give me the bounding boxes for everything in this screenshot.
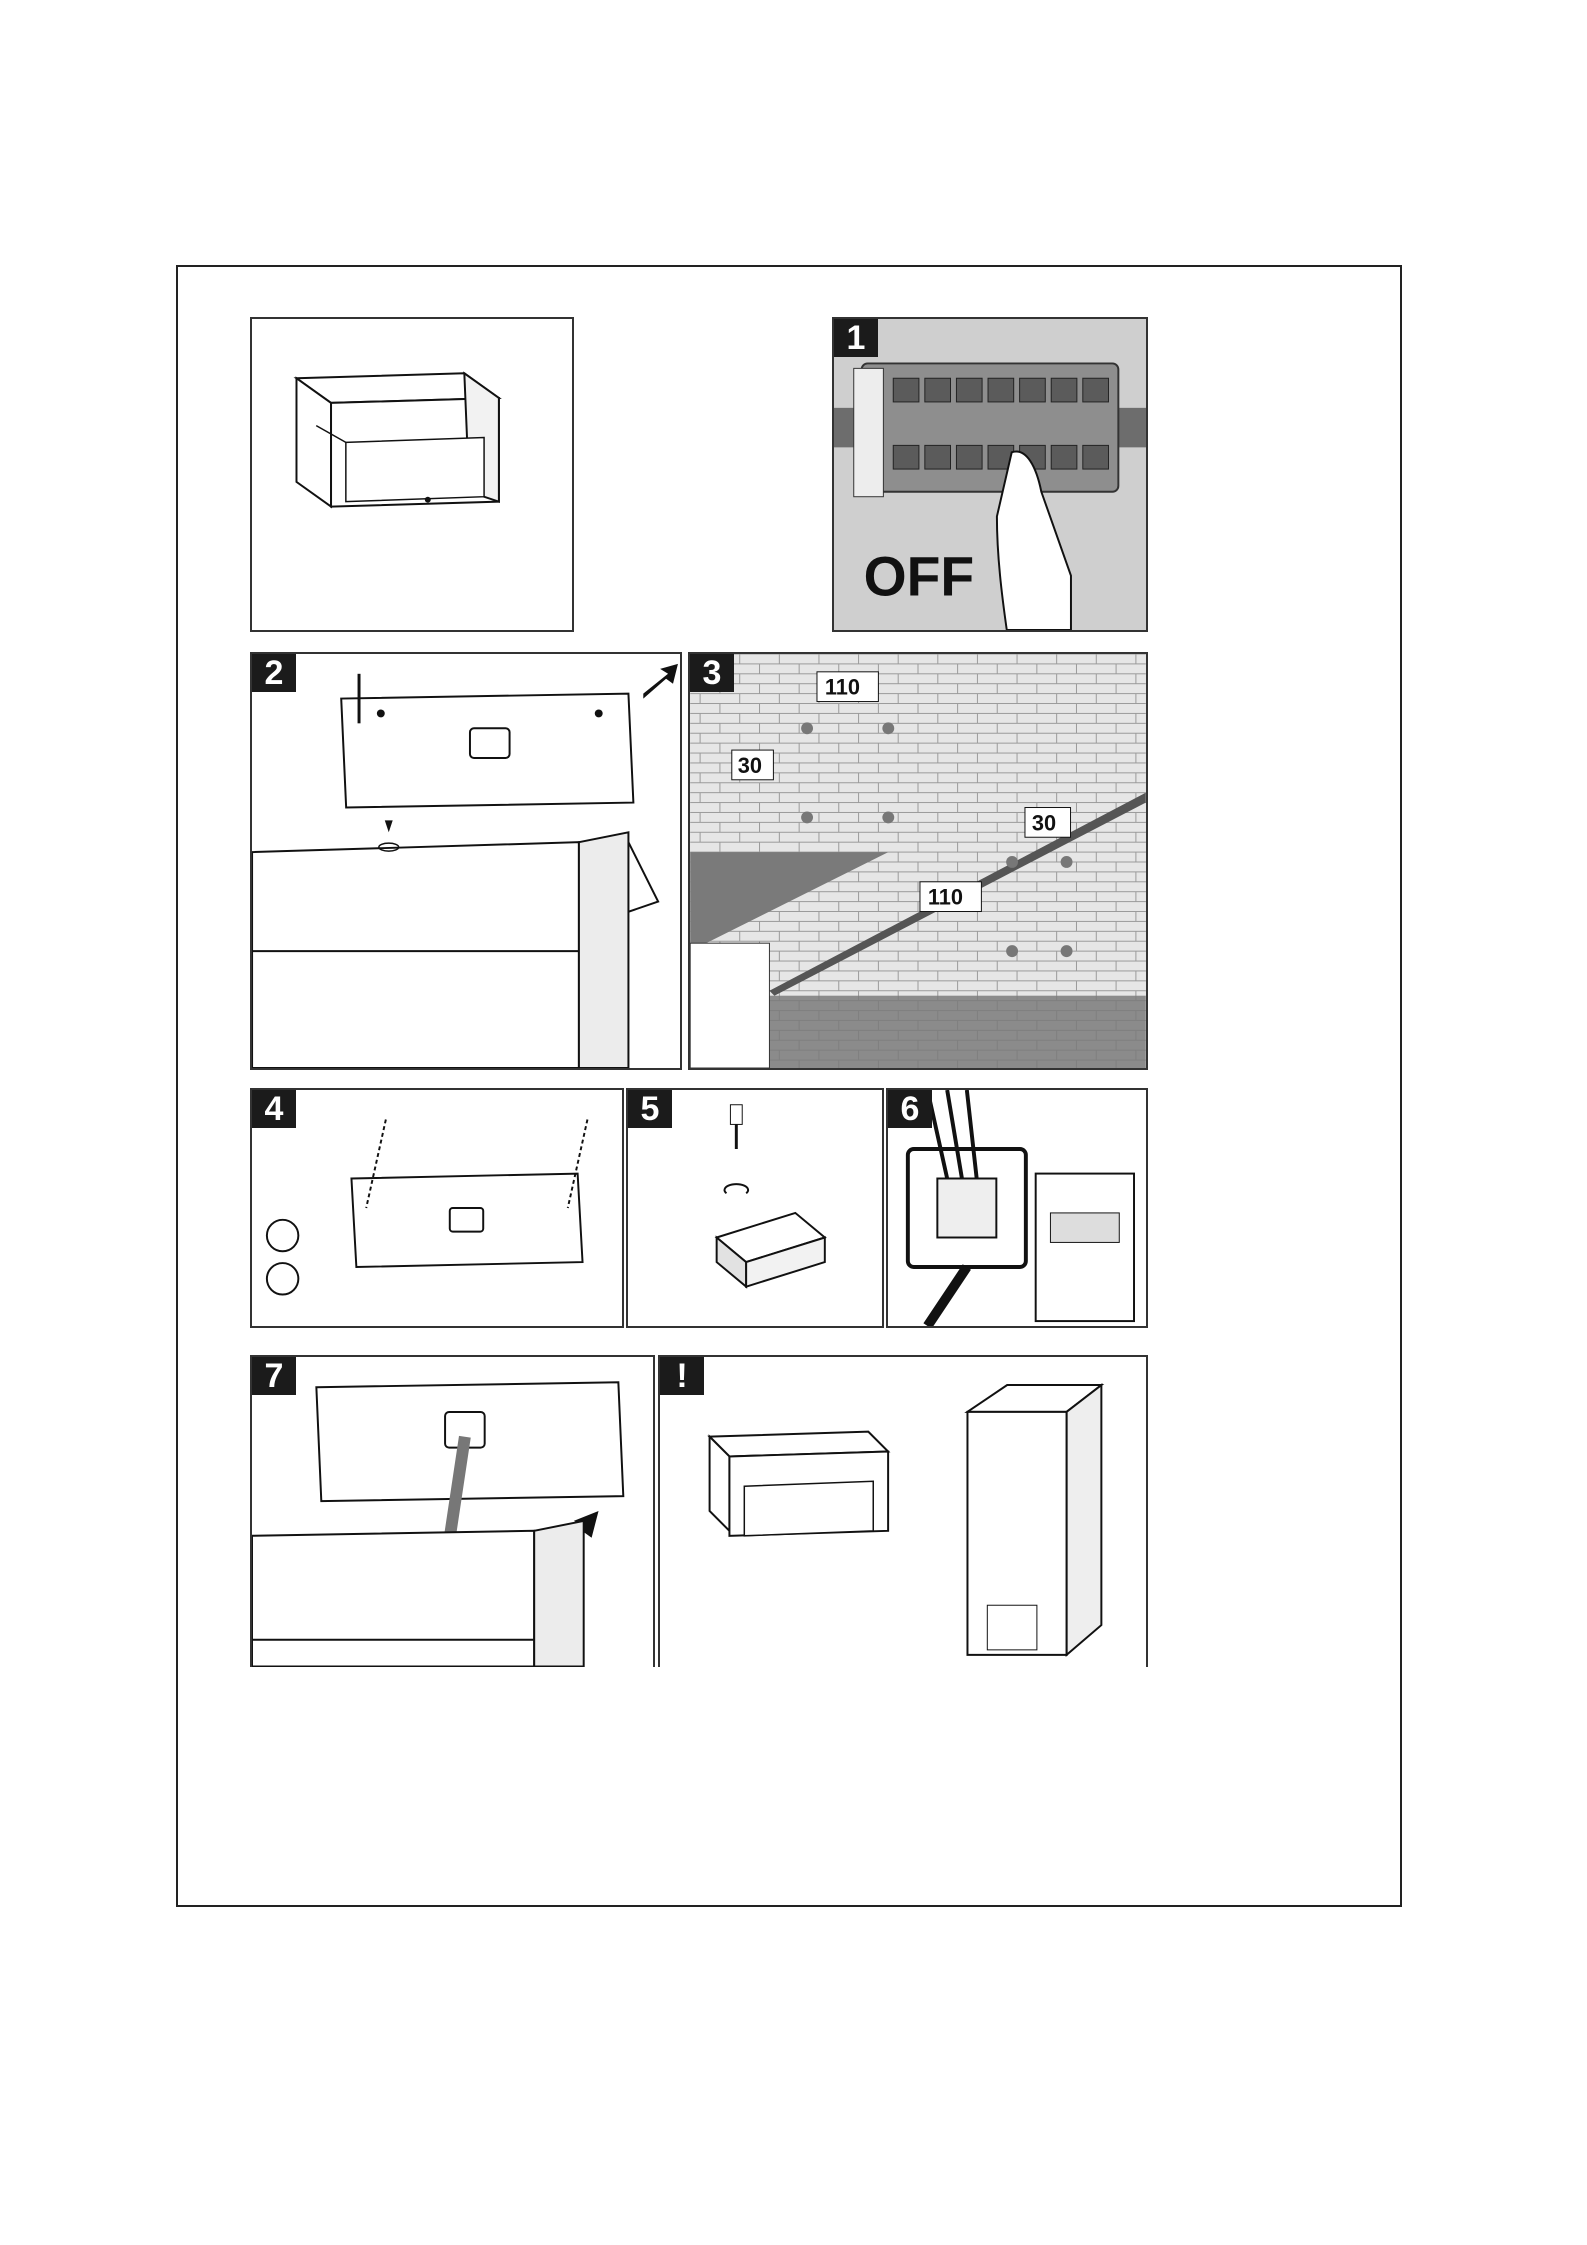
orientation-illustration	[660, 1357, 1146, 1667]
step-number: 6	[888, 1090, 932, 1128]
step-7-panel	[250, 1355, 655, 1667]
circuit-breaker-illustration	[834, 319, 1146, 630]
step-number: 5	[628, 1090, 672, 1128]
dimension-label: 110	[927, 884, 964, 910]
bracket-reattach-illustration	[252, 1357, 653, 1667]
step-number: 2	[252, 654, 296, 692]
warning-icon: !	[660, 1357, 704, 1395]
bracket-fixing-illustration	[252, 1090, 622, 1326]
step-number: 7	[252, 1357, 296, 1395]
step-5-panel	[626, 1088, 884, 1328]
drilling-template-illustration	[690, 654, 1146, 1068]
step-number: 1	[834, 319, 878, 357]
dimension-label: 110	[824, 674, 861, 700]
step-number: 4	[252, 1090, 296, 1128]
step-6-panel	[886, 1088, 1148, 1328]
step-4-panel	[250, 1088, 624, 1328]
off-label: OFF	[863, 545, 975, 608]
dimension-label: 30	[737, 752, 762, 778]
step-number: 3	[690, 654, 734, 692]
wall-lamp-illustration	[252, 319, 572, 630]
warning-panel	[658, 1355, 1148, 1667]
dimension-label: 30	[1031, 810, 1057, 836]
bracket-removal-illustration	[252, 654, 680, 1068]
product-overview-panel	[250, 317, 574, 632]
step-3-panel	[688, 652, 1148, 1070]
step-2-panel	[250, 652, 682, 1070]
step-1-panel	[832, 317, 1148, 632]
